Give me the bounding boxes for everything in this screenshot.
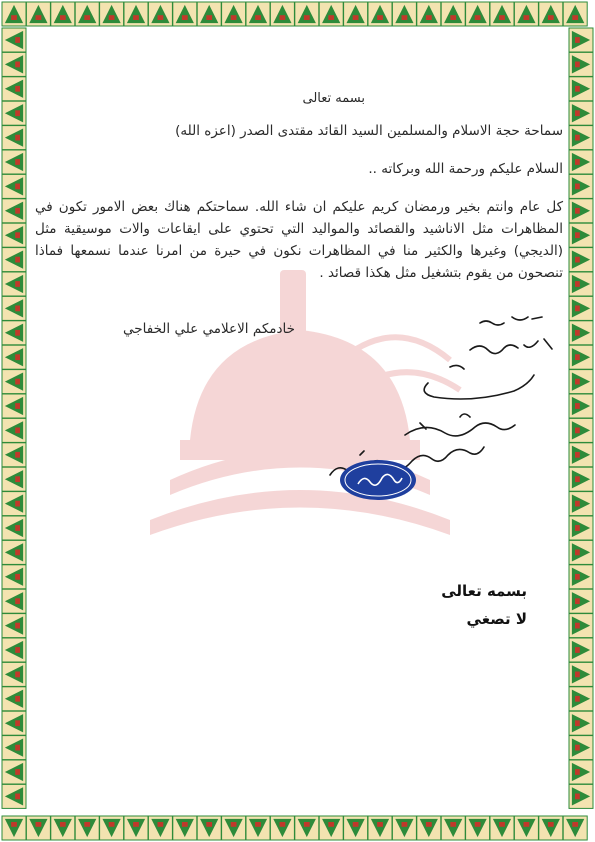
border-tile: [569, 174, 593, 198]
border-tile: [100, 2, 124, 26]
border-tile: [26, 2, 50, 26]
border-tile: [368, 2, 392, 26]
border-tile: [569, 516, 593, 540]
border-tile: [569, 760, 593, 784]
border-tile: [124, 816, 148, 840]
border-tile: [319, 816, 343, 840]
border-tile: [2, 589, 26, 613]
border-tile: [569, 418, 593, 442]
letter-body: كل عام وانتم بخير ورمضان كريم عليكم ان شاء الله. سماحتكم هناك بعض الامور تكون في المظاهرات مثل الاناشيد والقصائد والمواليد التي تحتوي على ايقاعات والات موسيقية مثل (الديجي) وغيرها والكثير منا في المظاهرات نكون في حيرة من امرنا عندما نسمعها فماذا تنصحون من يقوم بتشغيل مثل هكذا قصائد .: [35, 199, 563, 281]
border-tile: [569, 370, 593, 394]
border-tile: [514, 2, 538, 26]
border-tile: [569, 784, 593, 808]
border-tile: [569, 687, 593, 711]
border-tile: [26, 816, 50, 840]
border-tile: [2, 760, 26, 784]
border-tile: [2, 711, 26, 735]
border-tile: [2, 443, 26, 467]
border-tile: [51, 816, 75, 840]
border-tile: [569, 467, 593, 491]
border-tile: [569, 28, 593, 52]
border-tile: [2, 174, 26, 198]
border-tile: [319, 2, 343, 26]
border-bottom: [0, 814, 595, 842]
border-tile: [2, 565, 26, 589]
border-tile: [173, 2, 197, 26]
border-tile: [368, 816, 392, 840]
border-tile: [514, 816, 538, 840]
border-tile: [2, 52, 26, 76]
border-tile: [490, 2, 514, 26]
border-tile: [569, 223, 593, 247]
border-tile: [2, 394, 26, 418]
border-tile: [270, 2, 294, 26]
border-tile: [2, 784, 26, 808]
border-tile: [222, 2, 246, 26]
border-tile: [569, 150, 593, 174]
border-tile: [539, 816, 563, 840]
border-tile: [2, 150, 26, 174]
border-tile: [569, 614, 593, 638]
border-tile: [392, 816, 416, 840]
border-tile: [2, 614, 26, 638]
letter-addressee: سماحة حجة الاسلام والمسلمين السيد القائد مقتدى الصدر (اعزه الله): [175, 123, 563, 139]
border-tile: [392, 2, 416, 26]
border-tile: [2, 467, 26, 491]
border-tile: [569, 52, 593, 76]
border-tile: [2, 516, 26, 540]
border-tile: [2, 272, 26, 296]
border-tile: [100, 816, 124, 840]
border-tile: [2, 638, 26, 662]
border-tile: [569, 711, 593, 735]
reply-title: بسمه تعالى: [441, 582, 527, 600]
border-tile: [197, 816, 221, 840]
reply-body: لا تصغي: [466, 610, 527, 628]
border-tile: [569, 77, 593, 101]
border-tile: [2, 199, 26, 223]
letter-closing: خادمكم الاعلامي علي الخفاجي: [123, 321, 295, 337]
border-tile: [569, 272, 593, 296]
border-tile: [2, 223, 26, 247]
border-tile: [569, 321, 593, 345]
border-tile: [2, 77, 26, 101]
border-top: [0, 0, 595, 28]
border-tile: [295, 2, 319, 26]
border-tile: [270, 816, 294, 840]
border-tile: [51, 2, 75, 26]
border-tile: [569, 394, 593, 418]
border-tile: [569, 126, 593, 150]
border-tile: [417, 2, 441, 26]
border-tile: [2, 321, 26, 345]
border-tile: [2, 248, 26, 272]
border-tile: [2, 126, 26, 150]
border-tile: [2, 101, 26, 125]
border-tile: [246, 2, 270, 26]
border-tile: [490, 816, 514, 840]
border-tile: [569, 443, 593, 467]
border-tile: [2, 345, 26, 369]
border-tile: [2, 687, 26, 711]
border-tile: [569, 589, 593, 613]
border-tile: [2, 662, 26, 686]
border-tile: [2, 296, 26, 320]
border-tile: [539, 2, 563, 26]
border-tile: [417, 816, 441, 840]
border-tile: [569, 565, 593, 589]
border-tile: [2, 736, 26, 760]
border-tile: [344, 2, 368, 26]
blue-seal-stamp: [338, 458, 418, 502]
border-tile: [173, 816, 197, 840]
border-tile: [295, 816, 319, 840]
border-tile: [148, 2, 172, 26]
border-tile: [148, 816, 172, 840]
border-tile: [344, 816, 368, 840]
border-tile: [569, 736, 593, 760]
border-tile: [441, 2, 465, 26]
border-tile: [569, 101, 593, 125]
border-tile: [246, 816, 270, 840]
border-tile: [222, 816, 246, 840]
border-tile: [569, 662, 593, 686]
border-tile: [2, 540, 26, 564]
border-tile: [569, 492, 593, 516]
border-tile: [569, 296, 593, 320]
border-tile: [466, 816, 490, 840]
border-tile: [466, 2, 490, 26]
border-right: [567, 0, 595, 842]
border-tile: [569, 540, 593, 564]
border-tile: [124, 2, 148, 26]
border-tile: [569, 248, 593, 272]
border-tile: [2, 492, 26, 516]
border-tile: [2, 370, 26, 394]
border-tile: [197, 2, 221, 26]
letter-greeting-title: بسمه تعالى: [302, 91, 365, 106]
border-tile: [75, 2, 99, 26]
letter-salutation: السلام عليكم ورحمة الله وبركاته ..: [368, 161, 563, 177]
border-tile: [441, 816, 465, 840]
border-left: [0, 0, 28, 842]
border-tile: [569, 199, 593, 223]
border-tile: [569, 638, 593, 662]
border-tile: [75, 816, 99, 840]
border-tile: [569, 345, 593, 369]
border-tile: [2, 28, 26, 52]
border-tile: [2, 418, 26, 442]
